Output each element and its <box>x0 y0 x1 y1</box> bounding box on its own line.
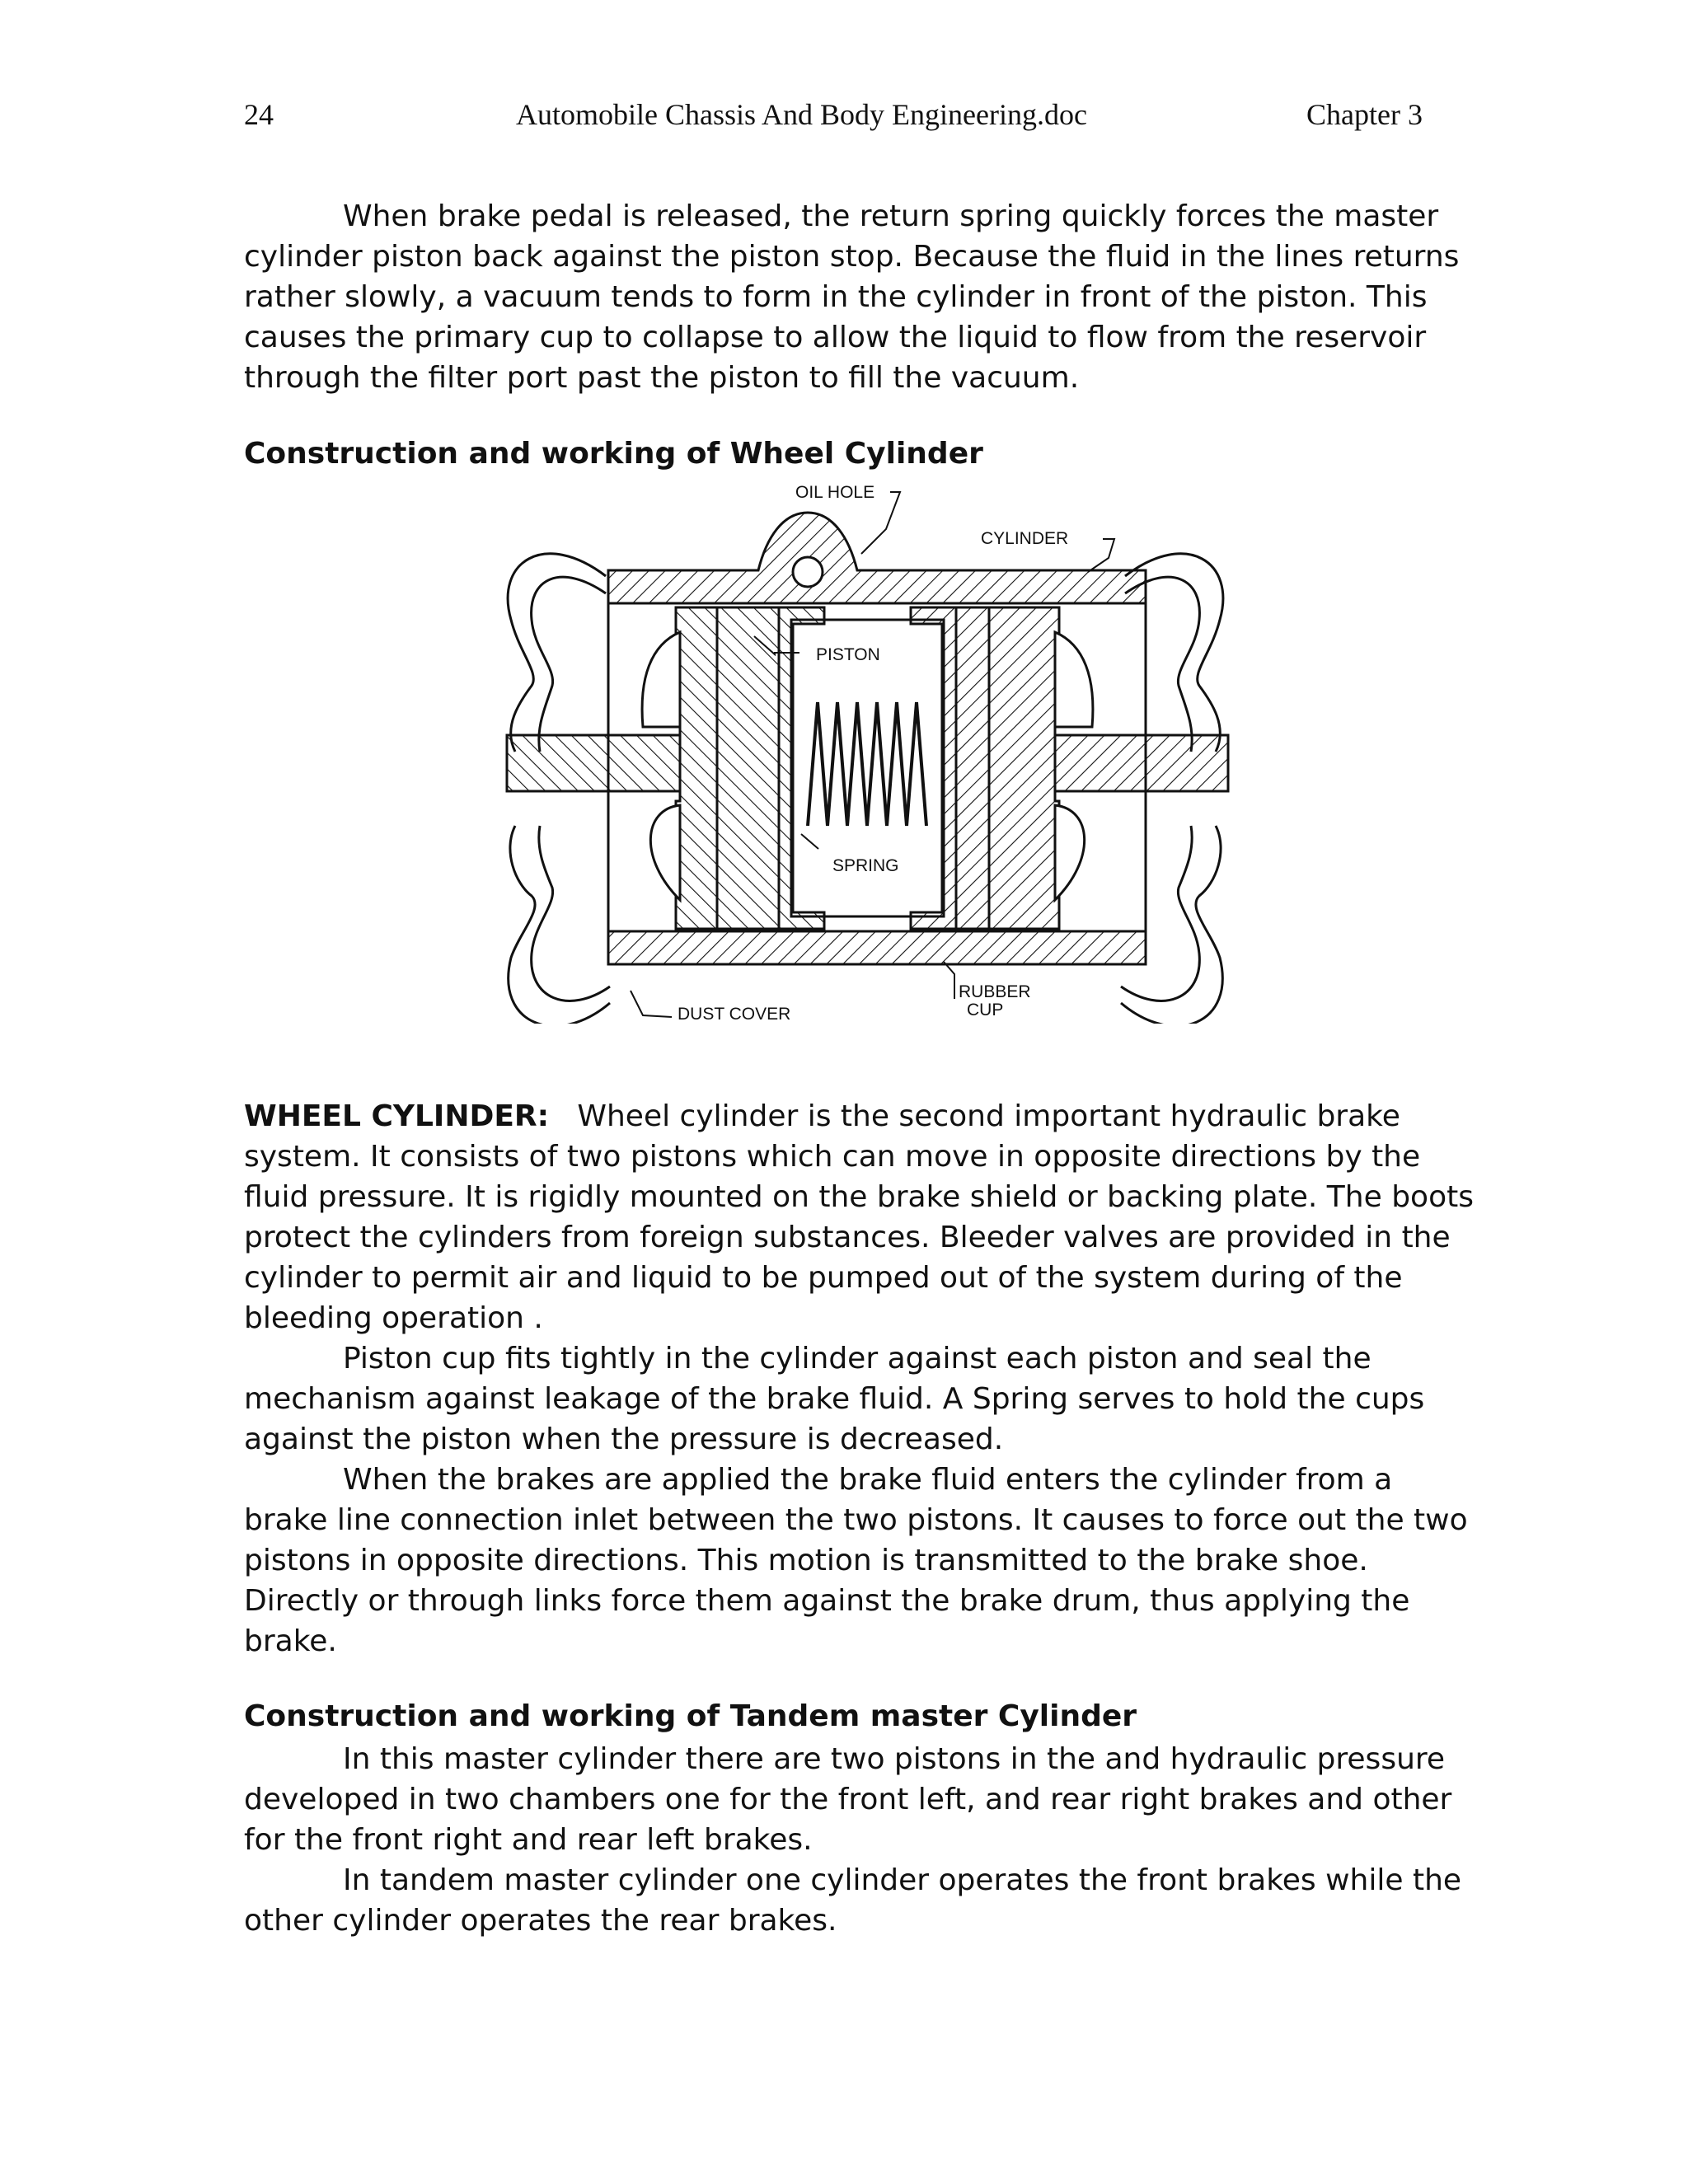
left-rubber-cup <box>717 607 779 929</box>
label-dust-cover: DUST COVER <box>678 1005 791 1024</box>
label-cylinder: CYLINDER <box>981 529 1069 548</box>
wheel-cylinder-lead: WHEEL CYLINDER: <box>244 1099 550 1133</box>
section-heading-tandem-master-cylinder: Construction and working of Tandem master Cylinder <box>244 1699 1137 1733</box>
pushrod-right <box>1055 735 1228 791</box>
wheel-cylinder-block <box>244 1096 1480 1661</box>
right-rubber-cup <box>956 607 989 929</box>
label-piston: PISTON <box>816 645 880 664</box>
intro-paragraph: When brake pedal is released, the return spring quickly forces the master cylinder piston back against the piston stop. Because the fluid in the lines returns rather slowly, a vacuum tends to form in the cylinder in front of the piston. This causes the primary cup to collapse to allow the liquid to flow from the reservoir through the filter port past the piston to fill the vacuum. <box>244 199 1460 395</box>
wheel-cylinder-text-1: Wheel cylinder is the second important hydraulic brake system. It consists of two pistons which can move in opposite directions by the fluid pressure. It is rigidly mounted on the brake shield or backing plate. The boots protect the cylinders from foreign substances. Bleeder valves are provided in the cylinder to permit air and liquid to be pumped out of the system during of the bleeding operation . <box>244 1099 1474 1335</box>
tandem-paragraph-2: In tandem master cylinder one cylinder operates the front brakes while the other cylinder operates the rear brakes. <box>244 1863 1462 1938</box>
label-spring: SPRING <box>832 856 899 875</box>
section-heading-wheel-cylinder: Construction and working of Wheel Cylinder <box>244 437 983 471</box>
right-piston <box>989 607 1059 929</box>
pushrod-left <box>507 735 680 791</box>
label-cup: CUP <box>967 1001 1004 1019</box>
cylinder-top-wall <box>608 513 1146 603</box>
chapter-label: Chapter 3 <box>1306 98 1423 131</box>
cylinder-bottom-wall <box>608 931 1146 964</box>
document-title: Automobile Chassis And Body Engineering.doc <box>516 98 1087 131</box>
tandem-paragraph-1: In this master cylinder there are two pistons in the and hydraulic pressure developed in two chambers one for the front left, and rear right brakes and other for the front right and rear left brakes. <box>244 1742 1452 1857</box>
intro-block <box>244 196 1472 398</box>
page-header <box>244 97 1423 138</box>
left-piston <box>676 607 717 929</box>
wheel-cylinder-paragraph-3: When the brakes are applied the brake fluid enters the cylinder from a brake line connection inlet between the two pistons. It causes to force out the two pistons in opposite directions. This motion is transmitted to the brake shoe. Directly or through links force them against the brake drum, thus applying the brake. <box>244 1463 1468 1658</box>
wheel-cylinder-paragraph-2: Piston cup fits tightly in the cylinder against each piston and seal the mechanism against leakage of the brake fluid. A Spring serves to hold the cups against the piston when the pressure is decreased. <box>244 1342 1425 1456</box>
wheel-cylinder-paragraph-1 <box>244 1096 1480 1338</box>
page-number: 24 <box>244 98 274 131</box>
tandem-block <box>244 1739 1464 1941</box>
oil-hole <box>793 557 823 587</box>
label-oil-hole: OIL HOLE <box>795 483 875 502</box>
label-rubber: RUBBER <box>959 982 1031 1001</box>
wheel-cylinder-diagram <box>495 480 1236 1024</box>
